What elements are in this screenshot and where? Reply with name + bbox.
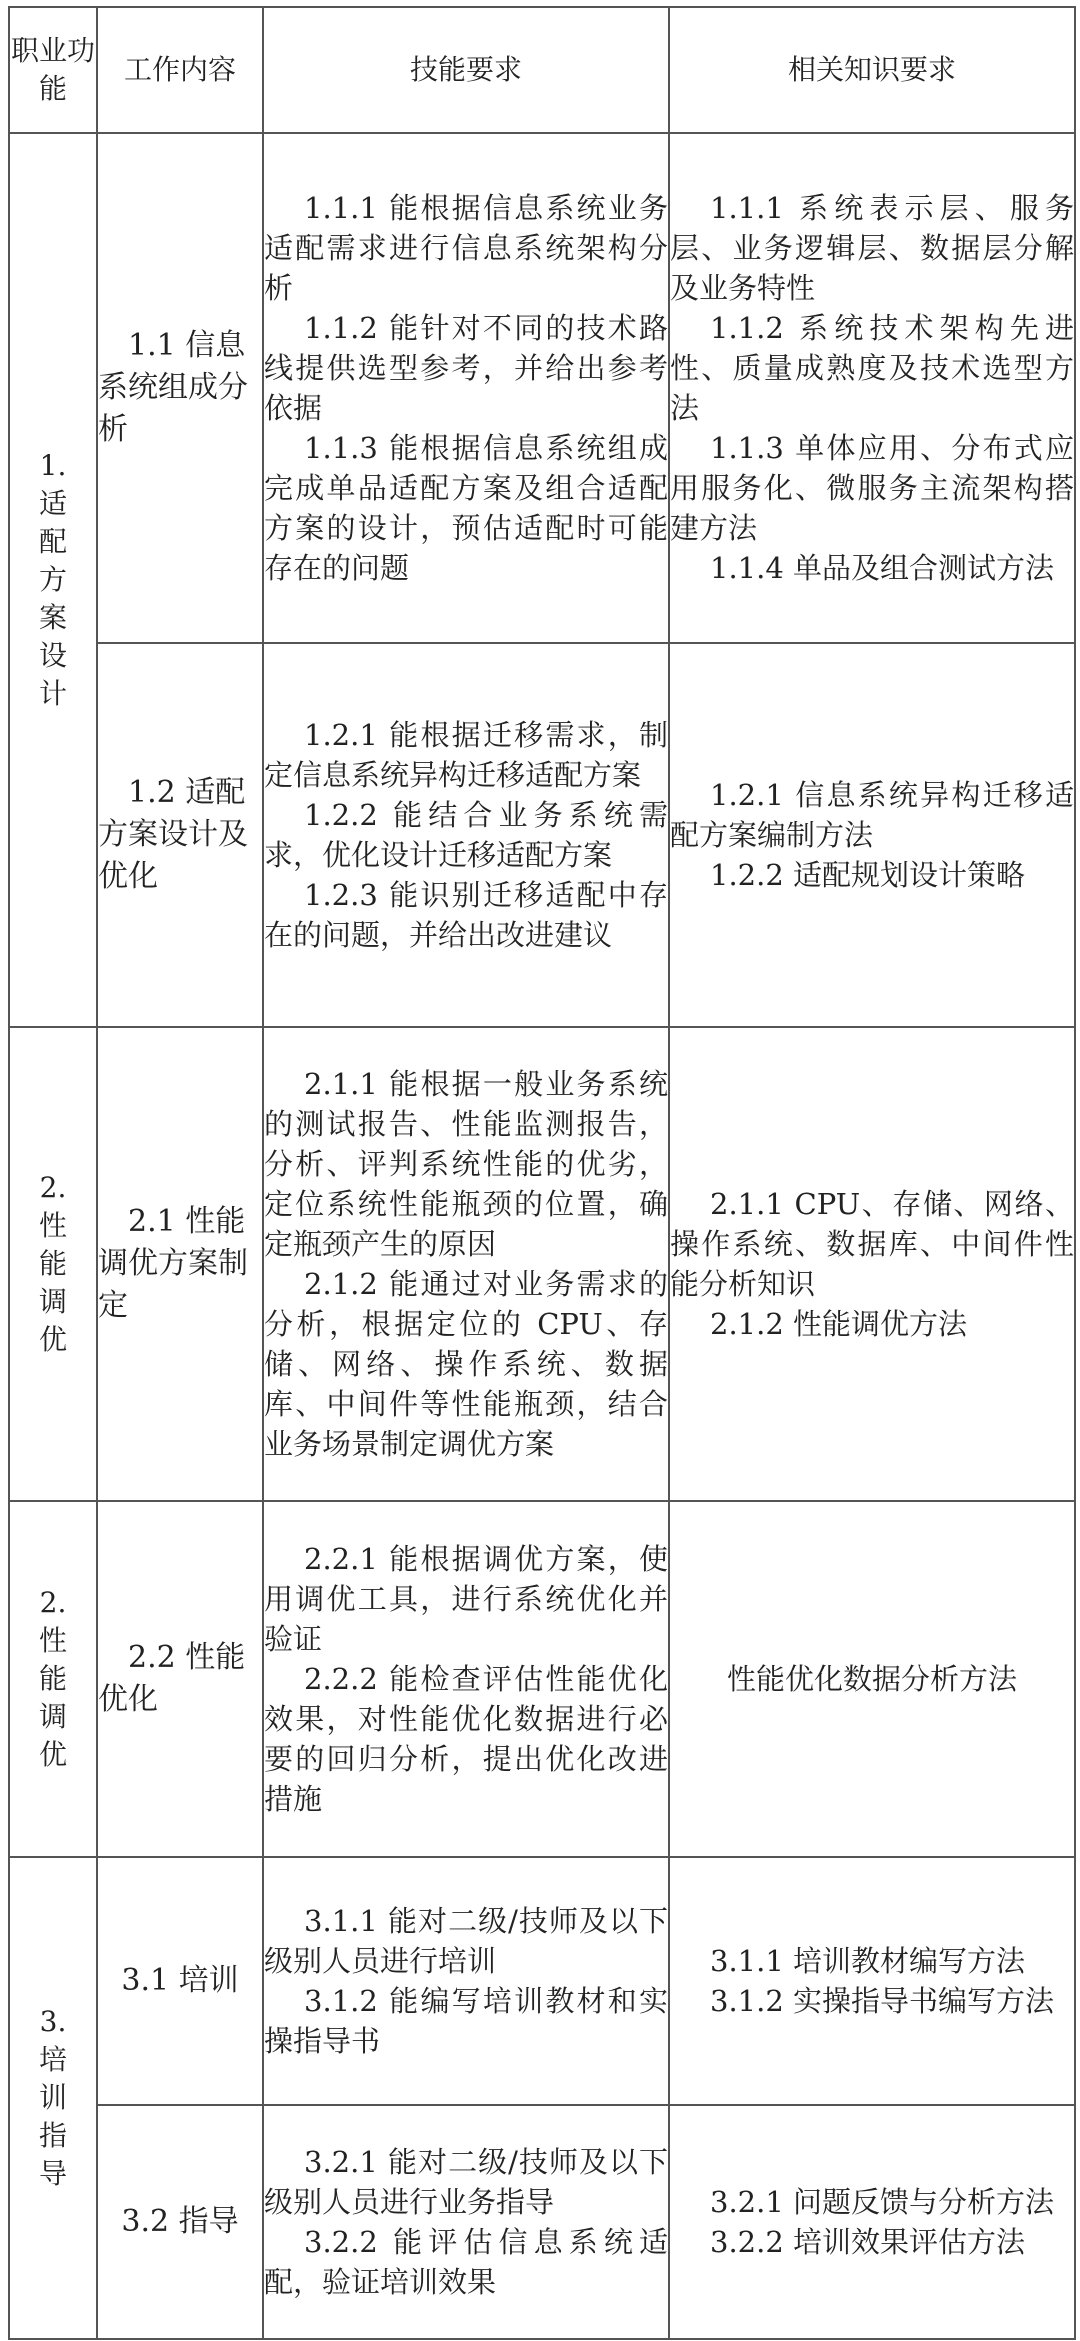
skill-item: 2.1.2 能通过对业务需求的分析，根据定位的 CPU、存储、网络、操作系统、数据库、中间件等性能瓶颈，结合业务场景制定调优方案 (264, 1267, 668, 1461)
skill-item: 2.1.1 能根据一般业务系统的测试报告、性能监测报告，分析、评判系统性能的优劣，定位系统性能瓶颈的位置，确定瓶颈产生的原因 (264, 1067, 668, 1261)
skill-item: 1.2.2 能结合业务系统需求，优化设计迁移适配方案 (264, 798, 668, 872)
table-row (9, 643, 1075, 1027)
work-content-cell: 2.2 性能优化 (97, 1501, 263, 1857)
skill-item: 3.2.2 能评估信息系统适配，验证培训效果 (264, 2225, 668, 2299)
skill-cell (263, 1857, 669, 2105)
skill-item: 3.1.2 能编写培训教材和实操指导书 (264, 1984, 668, 2058)
skill-item: 1.1.3 能根据信息系统组成完成单品适配方案及组合适配方案的设计，预估适配时可能存在的问题 (264, 431, 668, 585)
header-knowledge-requirements: 相关知识要求 (669, 7, 1075, 133)
skill-item: 3.1.1 能对二级/技师及以下级别人员进行培训 (264, 1904, 668, 1978)
knowledge-item: 3.2.2 培训效果评估方法 (710, 2225, 1026, 2259)
knowledge-item: 3.1.2 实操指导书编写方法 (710, 1984, 1055, 2018)
skill-item: 1.2.1 能根据迁移需求，制定信息系统异构迁移适配方案 (264, 718, 668, 792)
skill-cell (263, 2105, 669, 2339)
table-header-row (9, 7, 1075, 133)
table-row (9, 2105, 1075, 2339)
skill-item: 1.1.1 能根据信息系统业务适配需求进行信息系统架构分析 (264, 191, 668, 305)
skill-requirements-table (8, 6, 1076, 2340)
skill-item: 2.2.2 能检查评估性能优化效果，对性能优化数据进行必要的回归分析，提出优化改进措施 (264, 1662, 668, 1816)
knowledge-item: 2.1.1 CPU、存储、网络、操作系统、数据库、中间件性能分析知识 (670, 1187, 1074, 1301)
skill-item: 2.2.1 能根据调优方案，使用调优工具，进行系统优化并验证 (264, 1542, 668, 1656)
function-cell-performance-tuning: 2.性能调优 (9, 1501, 97, 1857)
knowledge-item: 1.1.1 系统表示层、服务层、业务逻辑层、数据层分解及业务特性 (670, 191, 1074, 305)
table-row (9, 1857, 1075, 2105)
header-function: 职业功能 (9, 7, 97, 133)
knowledge-cell (669, 133, 1075, 643)
work-content-cell: 1.1 信息系统组成分析 (97, 133, 263, 643)
knowledge-item: 1.1.4 单品及组合测试方法 (710, 551, 1055, 585)
knowledge-cell (669, 643, 1075, 1027)
knowledge-cell (669, 1027, 1075, 1501)
skill-item: 1.1.2 能针对不同的技术路线提供选型参考，并给出参考依据 (264, 311, 668, 425)
knowledge-item: 性能优化数据分析方法 (726, 1662, 1017, 1696)
skill-item: 1.2.3 能识别迁移适配中存在的问题，并给出改进建议 (264, 878, 668, 952)
skill-cell (263, 1027, 669, 1501)
skill-item: 3.2.1 能对二级/技师及以下级别人员进行业务指导 (264, 2145, 668, 2219)
work-content-cell: 3.1 培训 (97, 1857, 263, 2105)
knowledge-item: 1.1.3 单体应用、分布式应用服务化、微服务主流架构搭建方法 (670, 431, 1074, 545)
work-content-cell: 2.1 性能调优方案制定 (97, 1027, 263, 1501)
function-cell-adaptation: 1.适配方案设计 (9, 133, 97, 1027)
knowledge-item: 3.1.1 培训教材编写方法 (710, 1944, 1026, 1978)
knowledge-item: 3.2.1 问题反馈与分析方法 (710, 2185, 1055, 2219)
function-cell-training: 3.培训指导 (9, 1857, 97, 2339)
knowledge-cell (669, 1857, 1075, 2105)
work-content-cell: 3.2 指导 (97, 2105, 263, 2339)
knowledge-item: 2.1.2 性能调优方法 (710, 1307, 968, 1341)
knowledge-item: 1.2.2 适配规划设计策略 (710, 858, 1026, 892)
table-row (9, 133, 1075, 643)
header-work-content: 工作内容 (97, 7, 263, 133)
knowledge-cell (669, 2105, 1075, 2339)
table-row (9, 1501, 1075, 1857)
skill-cell (263, 133, 669, 643)
header-skill-requirements: 技能要求 (263, 7, 669, 133)
table-row (9, 1027, 1075, 1501)
function-cell-performance-tuning: 2.性能调优 (9, 1027, 97, 1501)
knowledge-item: 1.1.2 系统技术架构先进性、质量成熟度及技术选型方法 (670, 311, 1074, 425)
work-content-cell: 1.2 适配方案设计及优化 (97, 643, 263, 1027)
skill-cell (263, 1501, 669, 1857)
knowledge-item: 1.2.1 信息系统异构迁移适配方案编制方法 (670, 778, 1074, 852)
knowledge-cell (669, 1501, 1075, 1857)
skill-cell (263, 643, 669, 1027)
